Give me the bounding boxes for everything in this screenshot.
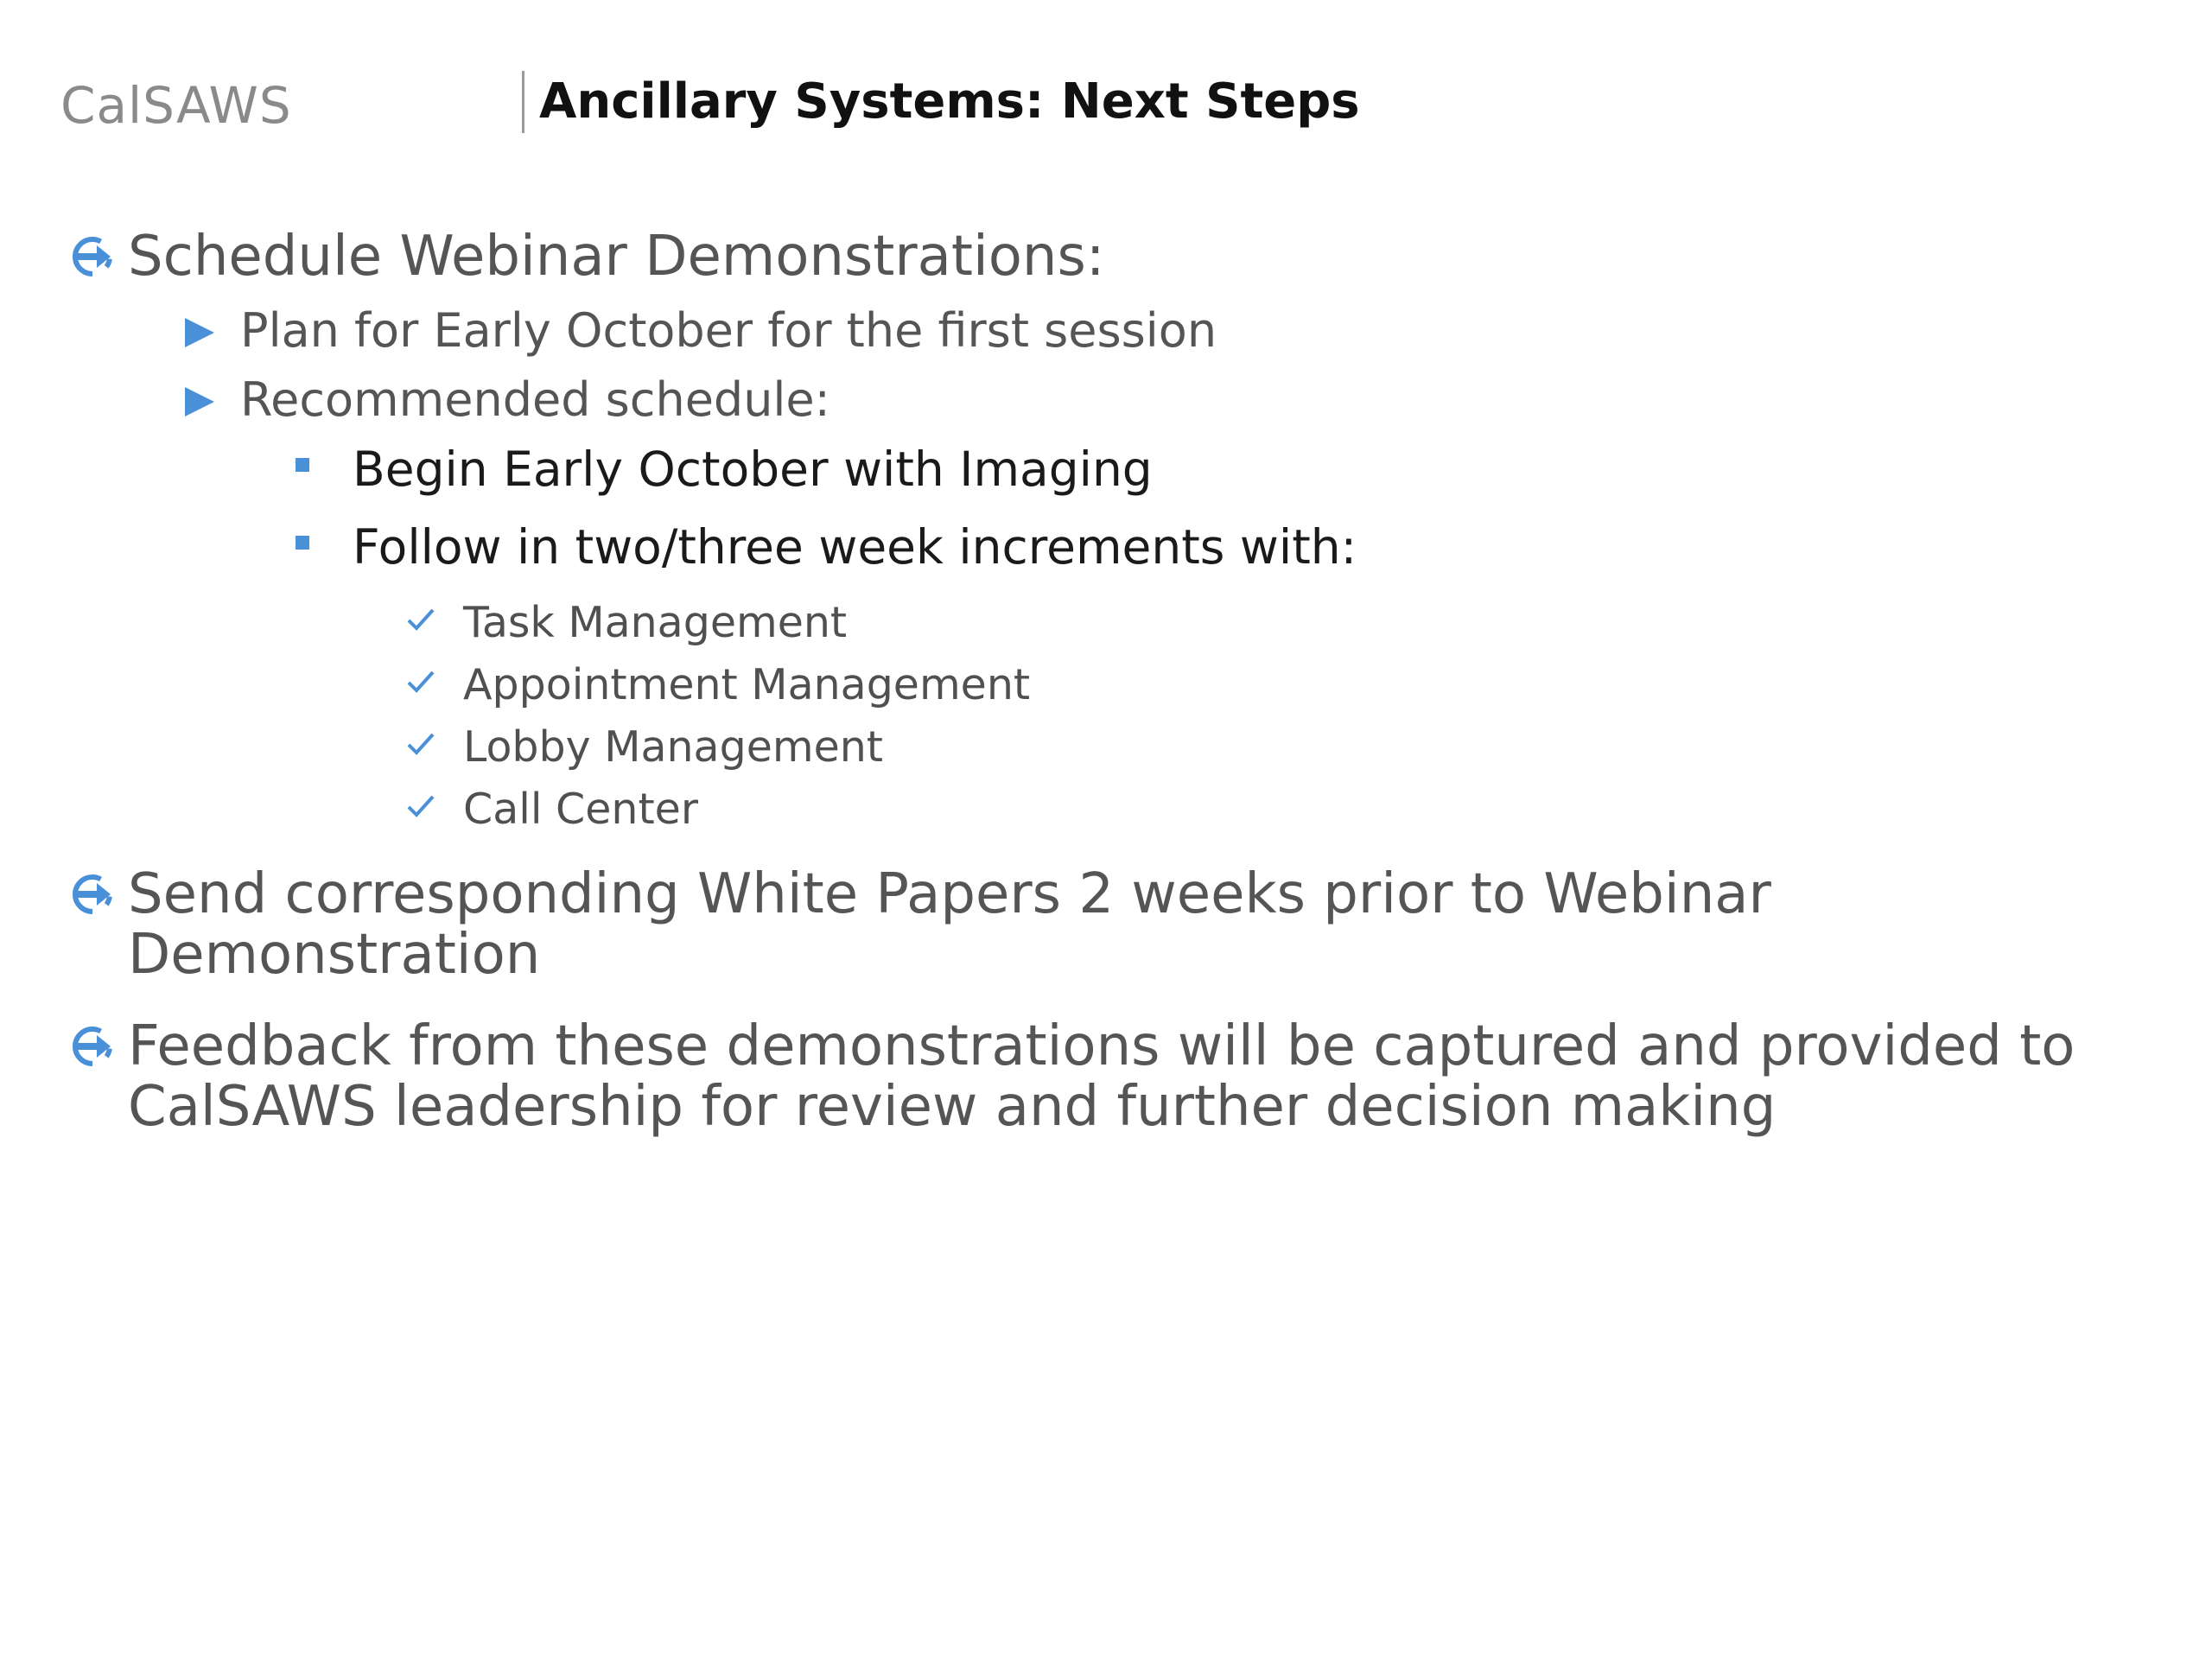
bullet-feedback: [73, 1016, 2115, 1137]
circled-arrow-icon: [73, 1027, 112, 1066]
bullet-text: Appointment Management: [463, 660, 1031, 709]
circled-arrow-icon: [73, 874, 112, 914]
bullet-text: Send corresponding White Papers 2 weeks prior to Webinar Demonstration: [128, 862, 1771, 987]
check-item-lobby-management: [406, 721, 883, 774]
bullet-send-white-papers: [73, 864, 2115, 985]
bullet-text: Task Management: [463, 598, 848, 647]
bullet-text: Call Center: [463, 785, 698, 834]
checkmark-icon: [406, 731, 435, 757]
bullet-text: Follow in two/three week increments with:: [353, 519, 1357, 575]
checkmark-icon: [406, 669, 435, 695]
bullet-text: Recommended schedule:: [240, 372, 830, 427]
title-divider: [522, 71, 524, 133]
square-bullet-icon: [296, 536, 309, 550]
square-bullet-icon: [296, 458, 309, 472]
bullet-text: Begin Early October with Imaging: [353, 442, 1153, 497]
bullet-text: Schedule Webinar Demonstrations:: [128, 225, 1105, 289]
bullet-text: Lobby Management: [463, 722, 883, 772]
sub-bullet-plan-early-october: [183, 302, 1217, 359]
check-item-task-management: [406, 596, 847, 650]
bullet-schedule-webinar: [73, 226, 2115, 287]
slide-title: Ancillary Systems: Next Steps: [539, 73, 1360, 130]
bullet-text: Plan for Early October for the first session: [240, 303, 1217, 358]
sub-sub-bullet-follow-increments: [296, 518, 1357, 575]
calsaws-logo: CalSAWS: [60, 76, 292, 135]
sub-bullet-recommended-schedule: [183, 372, 830, 429]
check-item-appointment-management: [406, 658, 1030, 712]
bullet-text: Feedback from these demonstrations will be captured and provided to CalSAWS leadership for review and further decision making: [128, 1014, 2075, 1139]
checkmark-icon: [406, 793, 435, 819]
triangle-bullet-icon: [183, 385, 216, 418]
sub-sub-bullet-begin-imaging: [296, 441, 1153, 498]
checkmark-icon: [406, 607, 435, 632]
circled-arrow-icon: [73, 237, 112, 276]
triangle-bullet-icon: [183, 316, 216, 349]
check-item-call-center: [406, 783, 698, 836]
